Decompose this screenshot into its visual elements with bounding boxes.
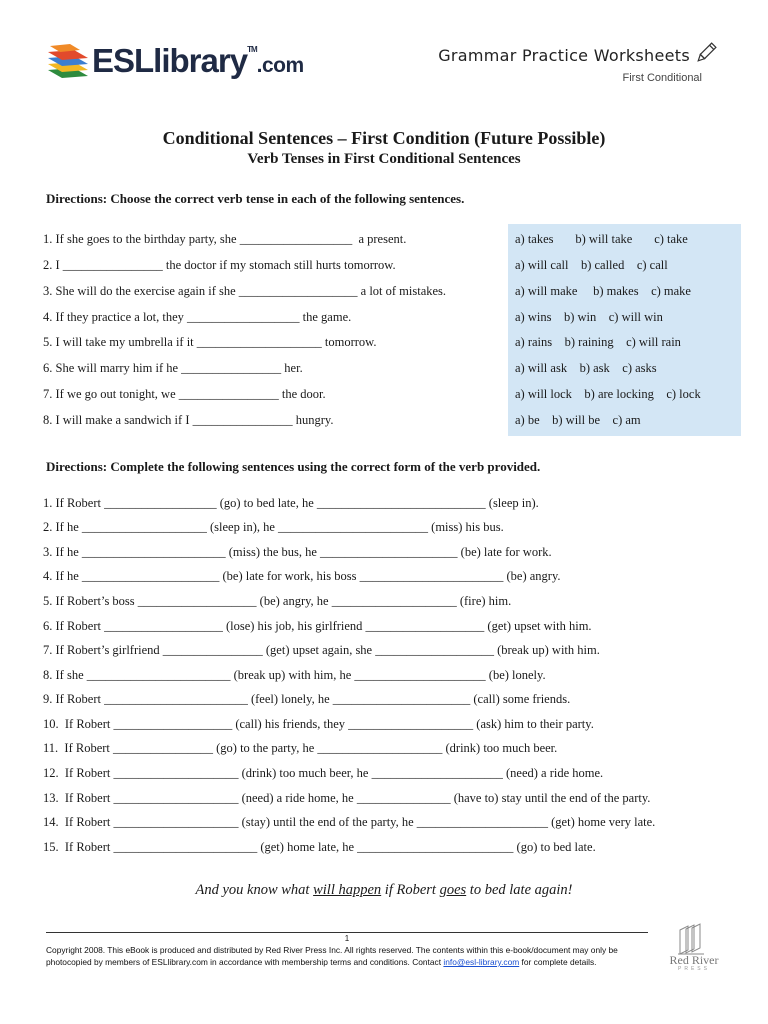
red-river-press-name: Red River — [669, 953, 719, 967]
exercise-item-7: 7. If Robert’s girlfriend ________________ (get) upset again, she ___________________ (break up) with him. — [43, 643, 600, 657]
exercise-item-5: 5. If Robert’s boss ___________________ (be) angry, he ____________________ (fire) him. — [43, 594, 512, 608]
exercise-item-1: 1. If Robert __________________ (go) to bed late, he ___________________________ (sleep in). — [43, 496, 539, 510]
copyright-line-2 — [46, 956, 658, 968]
page-subtitle: Verb Tenses in First Conditional Sentences — [247, 151, 521, 167]
options-1: a) takes b) will take c) take — [515, 232, 688, 246]
logo-main-text: ESLlibrary — [92, 42, 248, 79]
worksheet-series-title: Grammar Practice Worksheets — [438, 46, 690, 65]
question-7: 7. If we go out tonight, we ________________ the door. — [43, 387, 326, 401]
pencil-icon — [693, 40, 719, 66]
closing-underlined-2: goes — [439, 882, 467, 898]
copyright-text: photocopied by members of ESLlibrary.com in accordance with membership terms and conditions. Contact — [46, 957, 444, 967]
options-3: a) will make b) makes c) make — [515, 284, 691, 298]
options-6: a) will ask b) ask c) asks — [515, 361, 657, 375]
options-5: a) rains b) raining c) will rain — [515, 335, 681, 349]
closing-text-3: to bed late again! — [466, 882, 573, 898]
exercise-item-14: 14. If Robert ____________________ (stay) until the end of the party, he _____________________ (get) home very late. — [43, 815, 656, 829]
question-1: 1. If she goes to the birthday party, she __________________ a present. — [43, 232, 407, 246]
red-river-press-label: PRESS — [678, 966, 710, 972]
question-5: 5. I will take my umbrella if it ____________________ tomorrow. — [43, 335, 377, 349]
question-2: 2. I ________________ the doctor if my stomach still hurts tomorrow. — [43, 258, 396, 272]
exercise-item-3: 3. If he _______________________ (miss) the bus, he ______________________ (be) late for work. — [43, 545, 552, 559]
logo-trademark: TM — [247, 45, 257, 54]
closing-text-2: if Robert — [381, 882, 440, 898]
closing-text-1: And you know what — [195, 882, 314, 898]
esl-library-logo-icon — [44, 42, 90, 88]
options-8: a) be b) will be c) am — [515, 413, 641, 427]
answer-options-box — [508, 224, 741, 436]
copyright-notice — [46, 944, 658, 968]
exercise-item-9: 9. If Robert _______________________ (feel) lonely, he ______________________ (call) some friends. — [43, 692, 571, 706]
footer-divider — [46, 932, 648, 933]
exercise-item-4: 4. If he ______________________ (be) late for work, his boss _______________________ (be) angry. — [43, 569, 561, 583]
exercise-item-6: 6. If Robert ___________________ (lose) his job, his girlfriend ___________________ (get) upset with him. — [43, 619, 592, 633]
exercise-item-11: 11. If Robert ________________ (go) to the party, he ____________________ (drink) too much beer. — [43, 741, 558, 755]
exercise-item-2: 2. If he ____________________ (sleep in), he ________________________ (miss) his bus. — [43, 520, 504, 534]
closing-sentence — [0, 882, 768, 899]
question-4: 4. If they practice a lot, they __________________ the game. — [43, 310, 352, 324]
exercise-item-10: 10. If Robert ___________________ (call) his friends, they ____________________ (ask) him to their party. — [43, 717, 594, 731]
section2-directions: Directions: Complete the following sentences using the correct form of the verb provided. — [46, 459, 541, 474]
exercise-item-15: 15. If Robert _______________________ (get) home late, he _________________________ (go) to bed late. — [43, 840, 596, 854]
exercise-item-13: 13. If Robert ____________________ (need) a ride home, he _______________ (have to) stay until the end of the party. — [43, 791, 651, 805]
red-river-press-book-icon — [674, 922, 708, 956]
worksheet-topic: First Conditional — [622, 72, 702, 84]
copyright-line-1: Copyright 2008. This eBook is produced and distributed by Red River Press Inc. All rights reserved. The contents within this e-book/document may only be — [46, 945, 618, 955]
logo-com-text: .com — [256, 54, 304, 77]
page-title: Conditional Sentences – First Condition (Future Possible) — [162, 128, 606, 148]
exercise-item-12: 12. If Robert ____________________ (drink) too much beer, he _____________________ (need) a ride home. — [43, 766, 604, 780]
section1-directions: Directions: Choose the correct verb tense in each of the following sentences. — [46, 191, 465, 206]
options-7: a) will lock b) are locking c) lock — [515, 387, 701, 401]
options-2: a) will call b) called c) call — [515, 258, 668, 272]
exercise-item-8: 8. If she _______________________ (break up) with him, he _____________________ (be) lonely. — [43, 668, 546, 682]
page-number: 1 — [344, 934, 350, 943]
copyright-text-end: for complete details. — [519, 957, 597, 967]
question-8: 8. I will make a sandwich if I ________________ hungry. — [43, 413, 334, 427]
contact-email-link[interactable]: info@esl-library.com — [443, 957, 520, 967]
options-4: a) wins b) win c) will win — [515, 310, 663, 324]
question-6: 6. She will marry him if he ________________ her. — [43, 361, 303, 375]
question-3: 3. She will do the exercise again if she ___________________ a lot of mistakes. — [43, 284, 447, 298]
closing-underlined-1: will happen — [313, 882, 382, 898]
esl-library-logo — [92, 44, 304, 77]
